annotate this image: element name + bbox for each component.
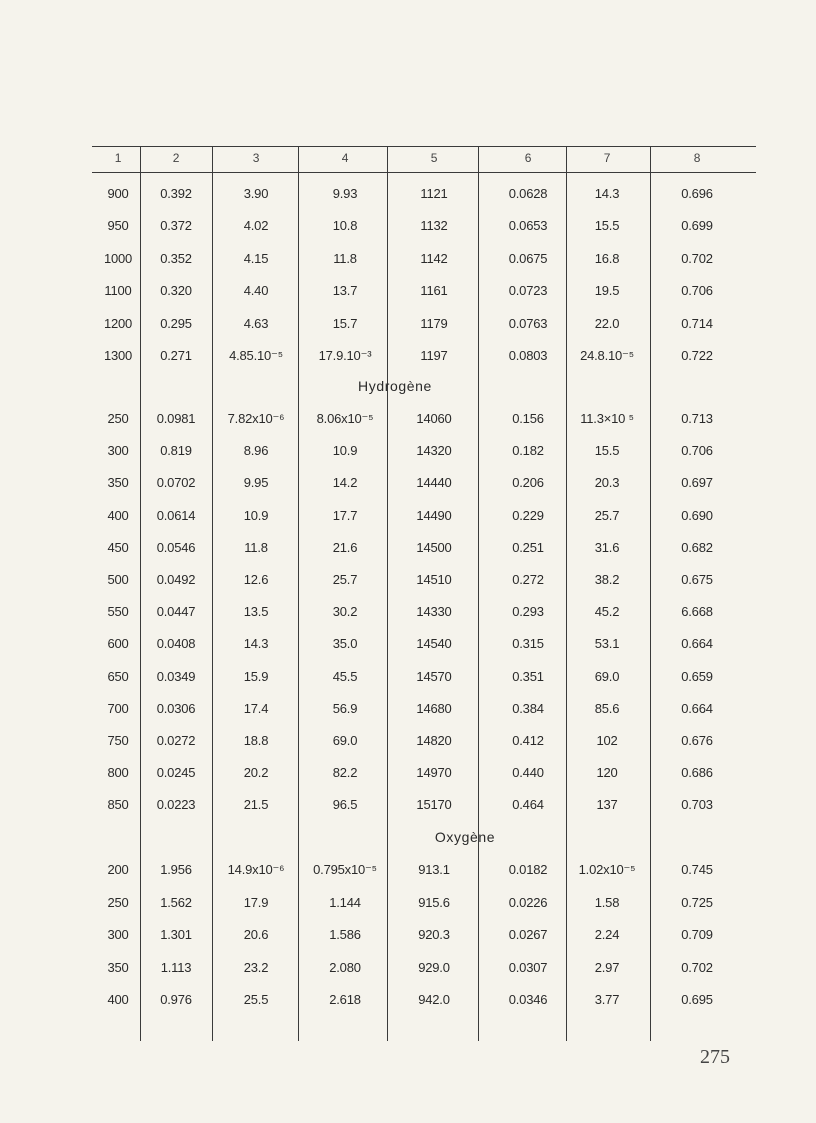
section-title-oxygen: Oxygène: [434, 829, 496, 845]
table-cell: 14680: [416, 700, 452, 716]
table-cell: 4.40: [243, 283, 269, 299]
table-cell: 17.9.10⁻³: [318, 348, 372, 363]
table-cell: 500: [107, 572, 129, 587]
table-cell: 6.668: [681, 604, 713, 620]
table-cell: 0.392: [160, 186, 192, 201]
table-cell: 1.113: [160, 959, 192, 975]
table-cell: 300: [107, 443, 129, 459]
column-divider: [478, 146, 479, 1041]
table-cell: 0.664: [681, 700, 713, 716]
table-cell: 0.0492: [156, 572, 196, 587]
table-cell: 2.24: [594, 927, 620, 943]
table-cell: 0.295: [160, 315, 192, 331]
table-cell: 0.0763: [508, 315, 548, 331]
table-cell: 0.702: [681, 959, 713, 975]
table-cell: 21.6: [332, 539, 358, 555]
table-cell: 0.440: [512, 765, 544, 781]
table-cell: 0.675: [681, 572, 713, 587]
table-cell: 35.0: [332, 636, 358, 652]
table-cell: 14.2: [332, 475, 358, 491]
table-cell: 45.2: [594, 604, 620, 620]
table-cell: 0.0653: [508, 218, 548, 234]
table-cell: 950: [107, 218, 129, 234]
table-cell: 0.697: [681, 475, 713, 491]
table-cell: 0.0306: [156, 700, 196, 716]
table-cell: 20.2: [243, 765, 269, 781]
table-cell: 1.02x10⁻⁵: [578, 862, 636, 877]
table-cell: 0.0723: [508, 283, 548, 299]
table-cell: 0.725: [681, 894, 713, 910]
table-cell: 23.2: [243, 959, 269, 975]
table-cell: 12.6: [243, 572, 269, 587]
table-cell: 4.02: [243, 218, 269, 234]
table-cell: 300: [107, 927, 129, 943]
table-cell: 1100: [104, 283, 132, 299]
table-cell: 0.0307: [508, 959, 548, 975]
table-cell: 942.0: [418, 992, 450, 1008]
table-cell: 0.156: [512, 411, 544, 426]
table-cell: 0.0226: [508, 894, 548, 910]
table-cell: 14570: [416, 668, 452, 684]
table-cell: 15.5: [594, 443, 620, 459]
table-cell: 0.659: [681, 668, 713, 684]
table-cell: 0.0349: [156, 668, 196, 684]
table-cell: 1300: [103, 348, 133, 363]
table-cell: 14820: [416, 733, 452, 748]
table-cell: 0.0182: [508, 862, 548, 877]
table-cell: 15.9: [243, 668, 269, 684]
table-cell: 0.722: [681, 348, 713, 363]
column-header: 2: [172, 151, 180, 165]
table-cell: 22.0: [594, 315, 620, 331]
table-cell: 0.206: [512, 475, 544, 491]
table-cell: 700: [107, 700, 129, 716]
table-cell: 0.664: [681, 636, 713, 652]
table-cell: 0.0628: [508, 186, 548, 201]
table-cell: 14.3: [243, 636, 269, 652]
table-cell: 10.9: [243, 507, 269, 523]
table-cell: 929.0: [418, 959, 450, 975]
table-cell: 11.8: [333, 250, 357, 266]
table-cell: 8.96: [243, 443, 269, 459]
table-cell: 0.464: [512, 797, 544, 813]
table-cell: 0.795x10⁻⁵: [313, 862, 377, 877]
table-cell: 900: [107, 186, 129, 201]
column-header: 4: [341, 151, 349, 165]
table-cell: 17.4: [243, 700, 269, 716]
table-cell: 0.0702: [156, 475, 196, 491]
table-cell: 0.819: [160, 443, 192, 459]
table-cell: 11.8: [244, 539, 268, 555]
table-cell: 1.562: [160, 894, 192, 910]
table-cell: 0.706: [681, 443, 713, 459]
table-cell: 450: [107, 539, 129, 555]
table-cell: 25.7: [332, 572, 358, 587]
table-cell: 1197: [420, 348, 448, 363]
section-title-hydrogen: Hydrogène: [358, 378, 432, 394]
table-cell: 0.745: [681, 862, 713, 877]
column-divider: [650, 146, 651, 1041]
header-bottom-rule: [92, 172, 756, 173]
table-cell: 4.63: [243, 315, 269, 331]
table-cell: 30.2: [332, 604, 358, 620]
table-cell: 14510: [416, 572, 452, 587]
table-cell: 0.0346: [508, 992, 548, 1008]
table-cell: 2.080: [329, 959, 361, 975]
table-cell: 10.9: [332, 443, 358, 459]
table-cell: 1161: [420, 283, 448, 299]
table-cell: 19.5: [594, 283, 620, 299]
table-cell: 15.7: [332, 315, 358, 331]
table-cell: 0.682: [681, 539, 713, 555]
table-cell: 0.709: [681, 927, 713, 943]
table-cell: 600: [107, 636, 129, 652]
table-cell: 0.352: [160, 250, 192, 266]
table-cell: 14540: [416, 636, 452, 652]
table-cell: 650: [107, 668, 129, 684]
table-cell: 0.0272: [156, 733, 196, 748]
table-cell: 0.0803: [508, 348, 548, 363]
table-cell: 0.0408: [156, 636, 196, 652]
table-cell: 1.586: [329, 927, 361, 943]
table-cell: 137: [596, 797, 618, 813]
table-cell: 250: [107, 411, 129, 426]
table-cell: 0.976: [160, 992, 192, 1008]
table-cell: 4.85.10⁻⁵: [229, 348, 283, 363]
table-cell: 14060: [416, 411, 452, 426]
table-cell: 400: [107, 992, 129, 1008]
table-cell: 0.686: [681, 765, 713, 781]
table-cell: 102: [596, 733, 618, 748]
table-cell: 14970: [416, 765, 452, 781]
table-cell: 38.2: [594, 572, 620, 587]
table-cell: 0.182: [512, 443, 544, 459]
table-cell: 3.90: [243, 186, 269, 201]
table-cell: 0.699: [681, 218, 713, 234]
table-cell: 350: [107, 475, 129, 491]
table-cell: 96.5: [332, 797, 358, 813]
table-cell: 0.690: [681, 507, 713, 523]
table-cell: 915.6: [418, 894, 450, 910]
table-cell: 20.3: [594, 475, 620, 491]
table-cell: 1132: [420, 218, 448, 234]
table-cell: 0.0981: [156, 411, 196, 426]
table-cell: 0.714: [681, 315, 713, 331]
table-cell: 4.15: [243, 250, 269, 266]
table-cell: 17.7: [332, 507, 358, 523]
table-cell: 18.8: [243, 733, 269, 748]
table-cell: 1.144: [329, 894, 361, 910]
table-cell: 850: [107, 797, 129, 813]
table-cell: 0.372: [160, 218, 192, 234]
table-cell: 8.06x10⁻⁵: [316, 411, 374, 426]
table-top-rule: [92, 146, 756, 147]
table-cell: 24.8.10⁻⁵: [580, 348, 634, 363]
table-cell: 9.93: [332, 186, 358, 201]
table-cell: 0.0675: [508, 250, 548, 266]
column-header: 5: [430, 151, 438, 165]
table-cell: 0.0223: [156, 797, 196, 813]
table-cell: 920.3: [418, 927, 450, 943]
table-cell: 14490: [416, 507, 452, 523]
table-cell: 250: [107, 894, 129, 910]
table-cell: 0.271: [160, 348, 192, 363]
table-cell: 0.0245: [156, 765, 196, 781]
table-cell: 0.676: [681, 733, 713, 748]
table-cell: 0.0267: [508, 927, 548, 943]
table-cell: 0.251: [512, 539, 544, 555]
table-cell: 69.0: [594, 668, 620, 684]
table-cell: 400: [107, 507, 129, 523]
table-cell: 0.351: [512, 668, 544, 684]
table-cell: 0.0546: [156, 539, 196, 555]
table-cell: 21.5: [243, 797, 269, 813]
table-cell: 1.58: [594, 894, 620, 910]
table-cell: 800: [107, 765, 129, 781]
column-header: 6: [524, 151, 532, 165]
table-cell: 1.301: [160, 927, 192, 943]
table-cell: 53.1: [594, 636, 620, 652]
table-cell: 13.5: [243, 604, 269, 620]
column-header: 7: [603, 151, 611, 165]
table-cell: 1142: [420, 250, 448, 266]
table-cell: 1200: [103, 315, 133, 331]
table-cell: 31.6: [594, 539, 620, 555]
table-cell: 10.8: [332, 218, 358, 234]
table-cell: 11.3×10 ⁵: [580, 411, 634, 426]
table-cell: 15170: [416, 797, 452, 813]
table-cell: 82.2: [332, 765, 358, 781]
table-cell: 1.956: [160, 862, 192, 877]
table-cell: 350: [107, 959, 129, 975]
table-cell: 14320: [416, 443, 452, 459]
table-cell: 0.706: [681, 283, 713, 299]
table-cell: 14.3: [594, 186, 620, 201]
table-cell: 13.7: [332, 283, 358, 299]
table-cell: 25.5: [243, 992, 269, 1008]
table-cell: 120: [596, 765, 618, 781]
table-cell: 0.703: [681, 797, 713, 813]
table-cell: 0.293: [512, 604, 544, 620]
table-cell: 14330: [416, 604, 452, 620]
table-cell: 9.95: [243, 475, 269, 491]
table-cell: 0.384: [512, 700, 544, 716]
table-cell: 0.320: [160, 283, 192, 299]
table-cell: 69.0: [332, 733, 358, 748]
table-cell: 14440: [416, 475, 452, 491]
table-cell: 550: [107, 604, 129, 620]
table-cell: 0.702: [681, 250, 713, 266]
table-cell: 0.0614: [156, 507, 196, 523]
table-cell: 15.5: [594, 218, 620, 234]
table-cell: 1121: [420, 186, 448, 201]
table-cell: 1179: [420, 315, 448, 331]
table-cell: 14500: [416, 539, 452, 555]
table-cell: 200: [107, 862, 129, 877]
column-header: 8: [693, 151, 701, 165]
table-cell: 913.1: [418, 862, 450, 877]
table-cell: 0.315: [512, 636, 544, 652]
table-cell: 25.7: [594, 507, 620, 523]
table-cell: 0.695: [681, 992, 713, 1008]
table-cell: 45.5: [332, 668, 358, 684]
table-cell: 0.412: [512, 733, 544, 748]
table-cell: 14.9x10⁻⁶: [227, 862, 285, 877]
table-cell: 0.229: [512, 507, 544, 523]
table-cell: 750: [107, 733, 129, 748]
table-cell: 1000: [103, 250, 133, 266]
column-header: 1: [114, 151, 122, 165]
table-cell: 20.6: [243, 927, 269, 943]
table-cell: 7.82x10⁻⁶: [227, 411, 285, 426]
table-cell: 0.696: [681, 186, 713, 201]
column-header: 3: [252, 151, 260, 165]
table-cell: 17.9: [243, 894, 269, 910]
table-cell: 2.618: [329, 992, 361, 1008]
table-cell: 3.77: [594, 992, 620, 1008]
table-cell: 0.0447: [156, 604, 196, 620]
page-number: 275: [700, 1046, 730, 1068]
table-cell: 0.713: [681, 411, 713, 426]
table-cell: 0.272: [512, 572, 544, 587]
table-cell: 56.9: [332, 700, 358, 716]
table-cell: 16.8: [594, 250, 620, 266]
table-cell: 2.97: [594, 959, 620, 975]
table-cell: 85.6: [594, 700, 620, 716]
